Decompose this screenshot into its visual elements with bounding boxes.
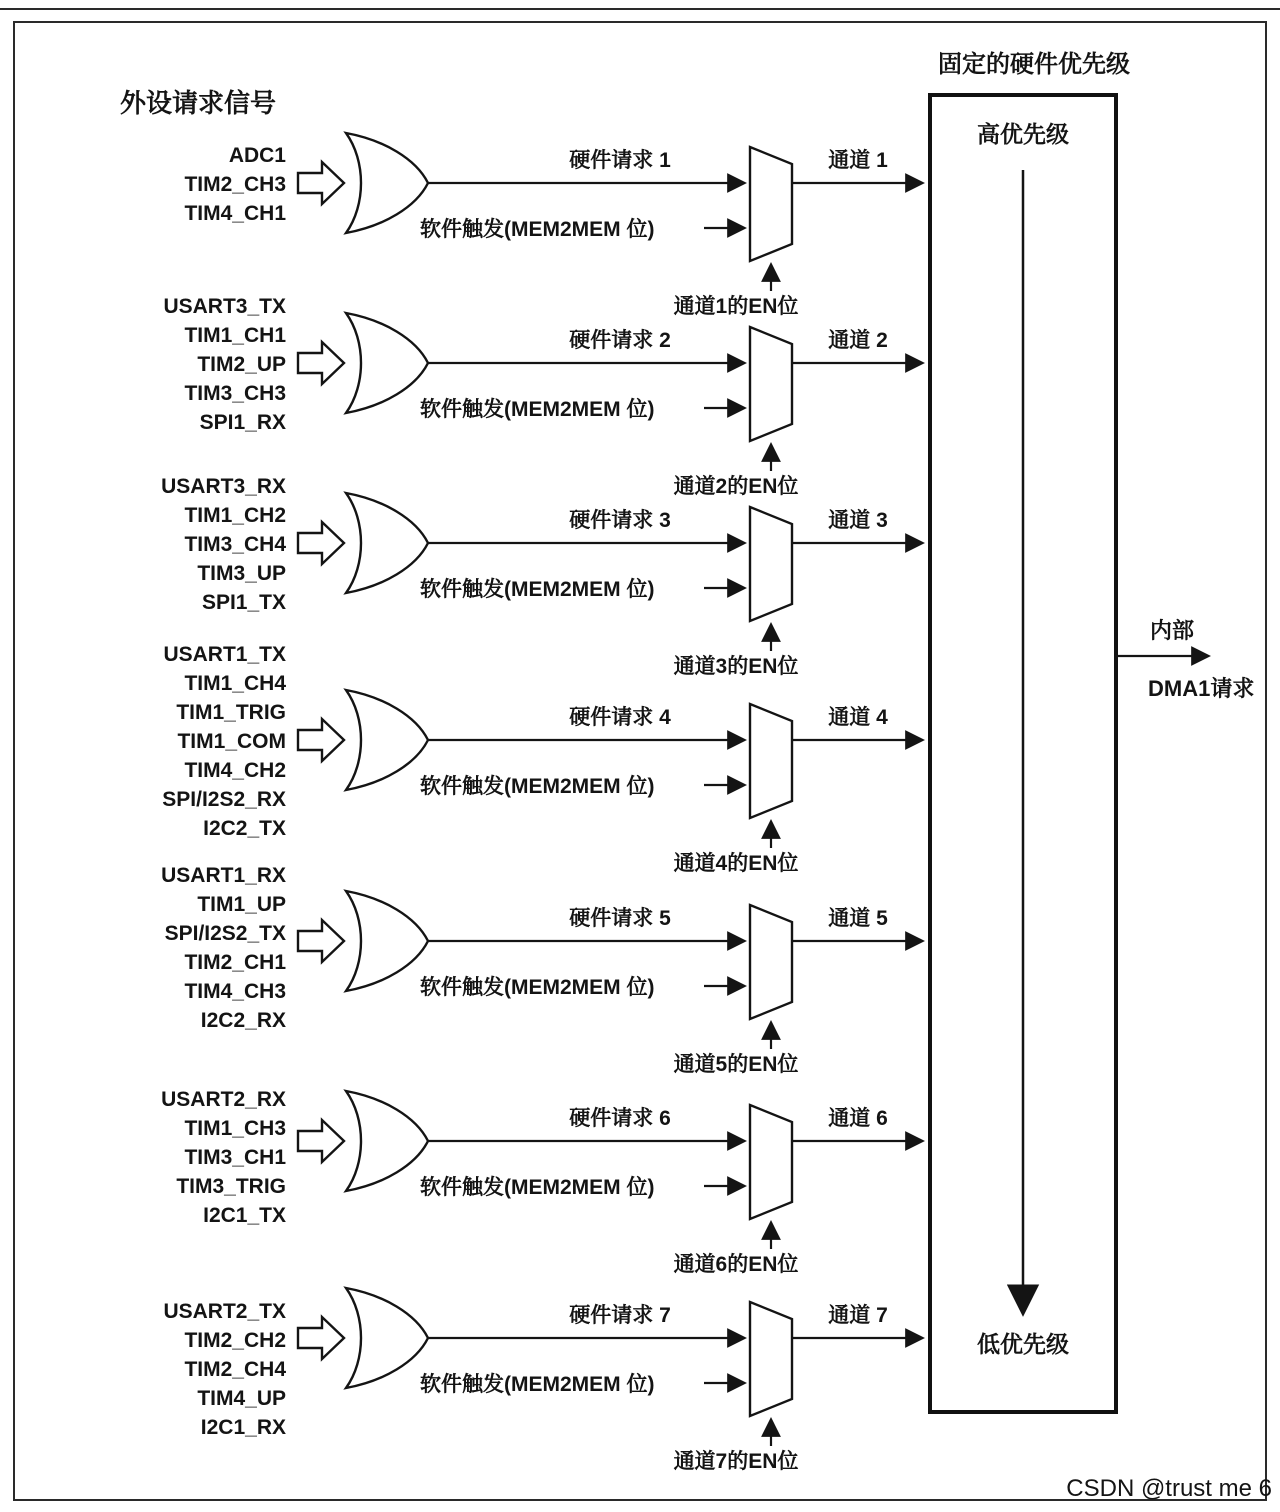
channel-group-1: [184, 133, 922, 318]
signal-label: I2C1_TX: [203, 1204, 286, 1227]
signal-label: USART2_RX: [161, 1088, 286, 1111]
block-arrow-icon: [298, 1317, 344, 1359]
or-gate-icon: [346, 1091, 428, 1191]
channel-label: 通道 3: [828, 509, 888, 532]
hw-request-label: 硬件请求 1: [569, 149, 671, 172]
signal-label: SPI1_TX: [201, 591, 286, 614]
signal-label: TIM1_CH1: [184, 324, 286, 347]
channel-group-6: [161, 1088, 922, 1276]
signal-label: TIM3_UP: [197, 562, 286, 585]
dma-output-label-2: DMA1请求: [1148, 676, 1255, 701]
block-arrow-icon: [298, 920, 344, 962]
or-gate-icon: [346, 1288, 428, 1388]
signal-label: TIM2_CH4: [184, 1358, 286, 1381]
hw-request-label: 硬件请求 3: [569, 509, 671, 532]
sw-trigger-label: 软件触发(MEM2MEM 位): [420, 775, 655, 798]
signal-label: TIM1_COM: [177, 730, 286, 753]
signal-label: SPI/I2S2_RX: [162, 788, 286, 811]
channel-label: 通道 5: [828, 907, 888, 930]
signal-label: TIM1_CH2: [184, 504, 286, 527]
mux-icon: [750, 327, 792, 441]
mux-icon: [750, 905, 792, 1019]
mux-icon: [750, 1302, 792, 1416]
or-gate-icon: [346, 891, 428, 991]
block-arrow-icon: [298, 522, 344, 564]
hw-request-label: 硬件请求 5: [569, 907, 671, 930]
channel-label: 通道 2: [828, 329, 888, 352]
signal-label: USART1_RX: [161, 864, 286, 887]
signal-label: SPI1_RX: [199, 411, 286, 434]
signal-label: TIM3_TRIG: [176, 1175, 286, 1198]
signal-label: TIM2_CH2: [184, 1329, 286, 1352]
high-priority-label: 高优先级: [977, 121, 1069, 147]
signal-label: USART1_TX: [163, 643, 286, 666]
or-gate-icon: [346, 133, 428, 233]
block-arrow-icon: [298, 1120, 344, 1162]
mux-icon: [750, 704, 792, 818]
hw-request-label: 硬件请求 2: [569, 329, 671, 352]
signal-label: TIM3_CH1: [184, 1146, 286, 1169]
signal-label: TIM2_CH3: [184, 173, 286, 196]
sw-trigger-label: 软件触发(MEM2MEM 位): [420, 578, 655, 601]
block-arrow-icon: [298, 342, 344, 384]
signal-label: USART2_TX: [163, 1300, 286, 1323]
or-gate-icon: [346, 313, 428, 413]
signal-label: TIM2_UP: [197, 353, 286, 376]
signal-label: I2C1_RX: [200, 1416, 286, 1439]
or-gate-icon: [346, 493, 428, 593]
page-title: 外设请求信号: [120, 88, 277, 118]
sw-trigger-label: 软件触发(MEM2MEM 位): [420, 398, 655, 421]
signal-label: TIM3_CH3: [184, 382, 286, 405]
signal-label: TIM1_TRIG: [176, 701, 286, 724]
signal-label: TIM3_CH4: [184, 533, 286, 556]
mux-icon: [750, 1105, 792, 1219]
sw-trigger-label: 软件触发(MEM2MEM 位): [420, 1176, 655, 1199]
sw-trigger-label: 软件触发(MEM2MEM 位): [420, 1373, 655, 1396]
mux-icon: [750, 147, 792, 261]
hw-request-label: 硬件请求 6: [569, 1107, 671, 1130]
en-bit-label: 通道3的EN位: [673, 655, 799, 678]
channel-group-7: [163, 1288, 922, 1473]
signal-label: TIM1_CH3: [184, 1117, 286, 1140]
or-gate-icon: [346, 690, 428, 790]
en-bit-label: 通道1的EN位: [673, 295, 799, 318]
hw-request-label: 硬件请求 4: [569, 706, 671, 729]
channel-label: 通道 4: [828, 706, 888, 729]
en-bit-label: 通道6的EN位: [673, 1253, 799, 1276]
channel-label: 通道 7: [828, 1304, 888, 1327]
sw-trigger-label: 软件触发(MEM2MEM 位): [420, 976, 655, 999]
en-bit-label: 通道5的EN位: [673, 1053, 799, 1076]
channel-group-4: [162, 643, 922, 875]
en-bit-label: 通道2的EN位: [673, 475, 799, 498]
block-arrow-icon: [298, 162, 344, 204]
signal-label: TIM4_UP: [197, 1387, 286, 1410]
en-bit-label: 通道4的EN位: [673, 852, 799, 875]
signal-label: ADC1: [228, 144, 286, 167]
signal-label: SPI/I2S2_TX: [164, 922, 286, 945]
signal-label: TIM2_CH1: [184, 951, 286, 974]
signal-label: TIM1_UP: [197, 893, 286, 916]
signal-label: USART3_RX: [161, 475, 286, 498]
watermark: CSDN @trust me 6: [1066, 1475, 1272, 1502]
block-arrow-icon: [298, 719, 344, 761]
priority-box-title: 固定的硬件优先级: [938, 51, 1130, 78]
signal-label: TIM1_CH4: [184, 672, 286, 695]
mux-icon: [750, 507, 792, 621]
channel-label: 通道 1: [828, 149, 888, 172]
priority-box-group: [930, 51, 1130, 1412]
signal-label: I2C2_TX: [203, 817, 286, 840]
hw-request-label: 硬件请求 7: [569, 1304, 671, 1327]
channel-label: 通道 6: [828, 1107, 888, 1130]
signal-label: USART3_TX: [163, 295, 286, 318]
dma-output-label-1: 内部: [1150, 618, 1195, 643]
en-bit-label: 通道7的EN位: [673, 1450, 799, 1473]
sw-trigger-label: 软件触发(MEM2MEM 位): [420, 218, 655, 241]
low-priority-label: 低优先级: [977, 1331, 1069, 1357]
signal-label: TIM4_CH2: [184, 759, 286, 782]
dma-output-group: [1116, 618, 1254, 701]
channel-group-2: [163, 295, 922, 498]
signal-label: TIM4_CH3: [184, 980, 286, 1003]
signal-label: TIM4_CH1: [184, 202, 286, 225]
channel-group-5: [161, 864, 922, 1076]
signal-label: I2C2_RX: [200, 1009, 286, 1032]
